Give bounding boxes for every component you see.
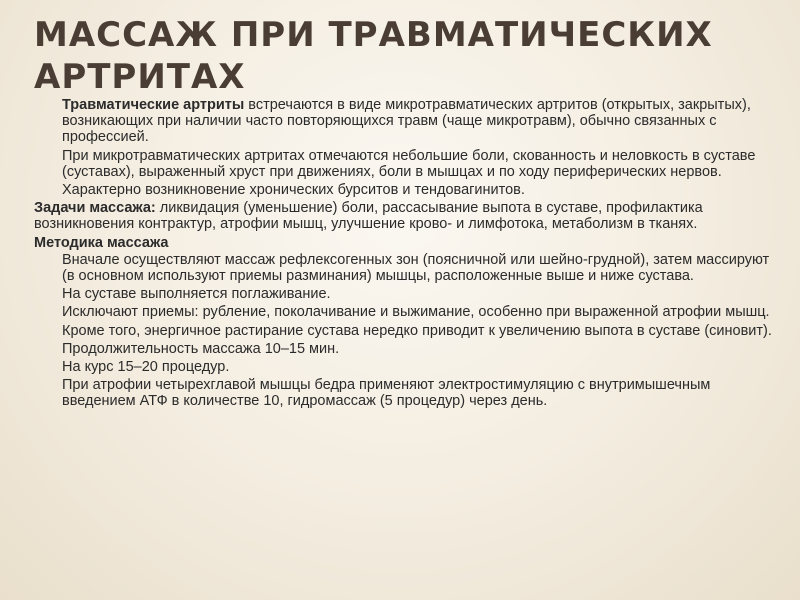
bullet-text: Кроме того, энергичное растирание сустава нередко приводит к увеличению выпота в суставе (синовит).: [62, 322, 772, 339]
bullet-text: Вначале осуществляют массаж рефлексогенных зон (поясничной или шейно-грудной), затем массируют (в основном используют приемы разминания) мышцы, расположенные выше и ниже сустава.: [62, 251, 770, 285]
bullet-item-method-7: [34, 377, 774, 409]
massage-tasks-label: Задачи массажа:: [34, 200, 156, 217]
bullet-item-method-2: [34, 286, 774, 302]
bullet-item-intro-3: [34, 182, 774, 198]
slide-body: [34, 97, 774, 412]
bullet-item-intro-2: [34, 148, 774, 180]
massage-tasks-paragraph: [34, 200, 774, 232]
slide-title: [34, 14, 774, 98]
slide-title-line-2: АРТРИТАХ: [34, 57, 246, 97]
bullet-text: При атрофии четырехглавой мышцы бедра применяют электростимуляцию с внутримышечным введением АТФ в количестве 10, гидромассаж (5 процедур) через день.: [62, 377, 711, 410]
bullet-item-method-4: [34, 323, 774, 339]
bullet-item-method-1: [34, 252, 774, 284]
massage-tasks-text: ликвидация (уменьшение) боли, рассасывание выпота в суставе, профилактика возникновения контрактур, атрофии мышц, улучшение крово- и лимфотока, метаболизм в тканях.: [34, 200, 703, 233]
bullet-item-method-3: [34, 304, 774, 320]
bullet-text: Исключают приемы: рубление, поколачивание и выжимание, особенно при выраженной атрофии мышц.: [62, 304, 770, 321]
bullet-item-method-5: [34, 341, 774, 357]
bullet-text: На курс 15–20 процедур.: [62, 359, 230, 376]
slide-title-line-1: МАССАЖ ПРИ ТРАВМАТИЧЕСКИХ: [34, 15, 713, 55]
bullet-text: Продолжительность массажа 10–15 мин.: [62, 340, 340, 357]
bullet-text: Характерно возникновение хронических бурситов и тендовагинитов.: [62, 182, 525, 199]
bullet-text: На суставе выполняется поглаживание.: [62, 286, 331, 303]
method-heading: Методика массажа: [34, 234, 169, 251]
bullet-text: При микротравматических артритах отмечаются небольшие боли, скованность и неловкость в суставе (суставах), выраженный хруст при движениях, боли в мышцах и по ходу периферических нервов.: [62, 147, 756, 180]
bullet-item-intro-1: [34, 97, 774, 146]
term-bold: Травматические артриты: [62, 97, 245, 113]
bullet-item-method-6: [34, 359, 774, 375]
bullet-text: встречаются в виде микротравматических артритов (открытых, закрытых), возникающих при наличии часто повторяющихся травм (чаще микротравм), обычно связанных с профессией.: [62, 97, 751, 146]
